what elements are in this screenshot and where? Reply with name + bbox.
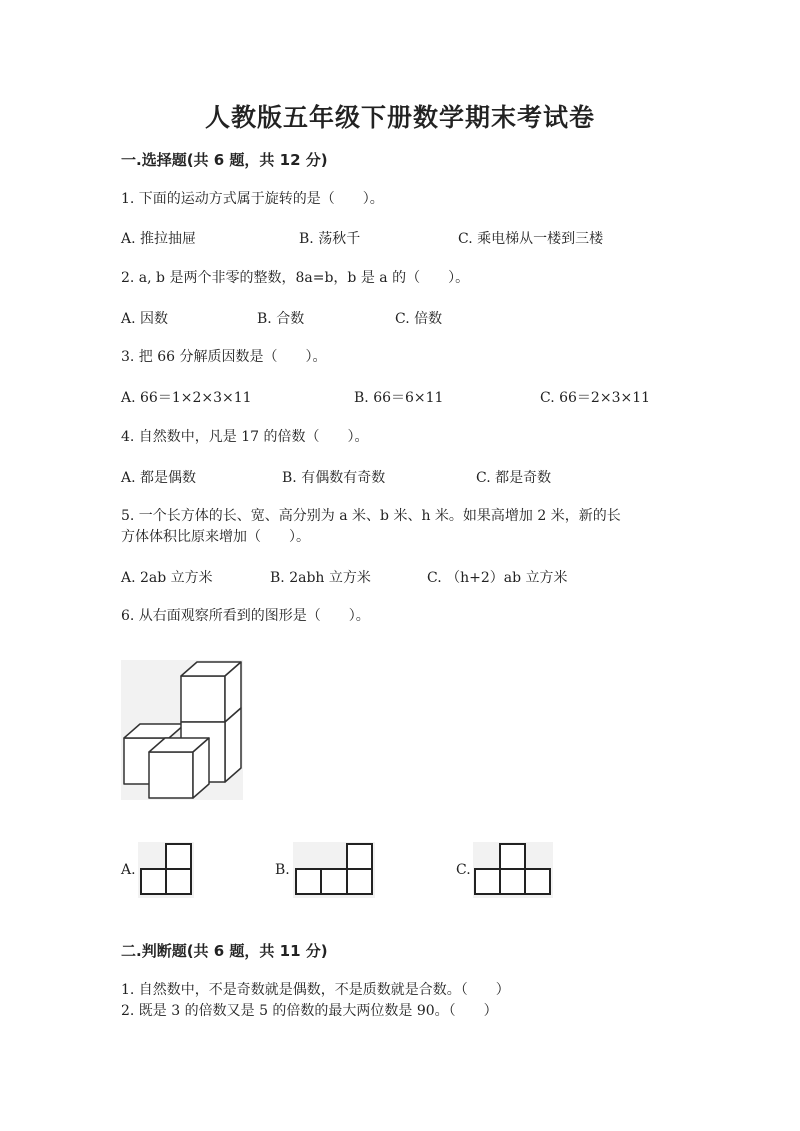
judge-question-2: 2. 既是 3 的倍数又是 5 的倍数的最大两位数是 90。（ ） (121, 1003, 498, 1019)
section2-heading: 二.判断题(共 6 题，共 11 分) (121, 942, 328, 960)
option-b-figure (293, 842, 375, 898)
question-5-line2: 方体体积比原来增加（ ）。 (121, 529, 310, 545)
option-a-figure (138, 842, 194, 898)
question-1: 1. 下面的运动方式属于旋转的是（ ）。 (121, 191, 384, 207)
judge-question-1: 1. 自然数中，不是奇数就是偶数，不是质数就是合数。（ ） (121, 982, 510, 998)
question-3: 3. 把 66 分解质因数是（ ）。 (121, 349, 327, 365)
q3-option-c: C. 66＝2×3×11 (540, 390, 651, 406)
q3-option-b: B. 66＝6×11 (354, 390, 444, 406)
q5-option-c: C. （h+2）ab 立方米 (427, 570, 568, 586)
cube-stack-figure (121, 660, 243, 800)
q4-option-a: A. 都是偶数 (121, 470, 197, 486)
question-6: 6. 从右面观察所看到的图形是（ ）。 (121, 608, 370, 624)
q2-option-c: C. 倍数 (395, 311, 443, 327)
q6-option-c: C. (456, 862, 471, 878)
q5-option-b: B. 2abh 立方米 (270, 570, 371, 586)
q3-option-a: A. 66＝1×2×3×11 (121, 390, 252, 406)
q1-option-a: A. 推拉抽屉 (121, 231, 197, 247)
q6-option-a: A. (121, 862, 136, 878)
q5-option-a: A. 2ab 立方米 (121, 570, 213, 586)
q2-option-a: A. 因数 (121, 311, 169, 327)
q4-option-c: C. 都是奇数 (476, 470, 552, 486)
q2-option-b: B. 合数 (257, 311, 305, 327)
q4-option-b: B. 有偶数有奇数 (282, 470, 386, 486)
section1-heading: 一.选择题(共 6 题，共 12 分) (121, 151, 328, 169)
q6-option-b: B. (275, 862, 290, 878)
question-2: 2. a, b 是两个非零的整数，8a=b，b 是 a 的（ ）。 (121, 270, 470, 286)
page-title: 人教版五年级下册数学期末考试卷 (204, 103, 595, 132)
question-4: 4. 自然数中，凡是 17 的倍数（ ）。 (121, 429, 369, 445)
q1-option-b: B. 荡秋千 (299, 231, 361, 247)
question-5-line1: 5. 一个长方体的长、宽、高分别为 a 米、b 米、h 米。如果高增加 2 米，新的长 (121, 508, 621, 524)
q1-option-c: C. 乘电梯从一楼到三楼 (458, 231, 604, 247)
option-c-figure (473, 842, 553, 898)
